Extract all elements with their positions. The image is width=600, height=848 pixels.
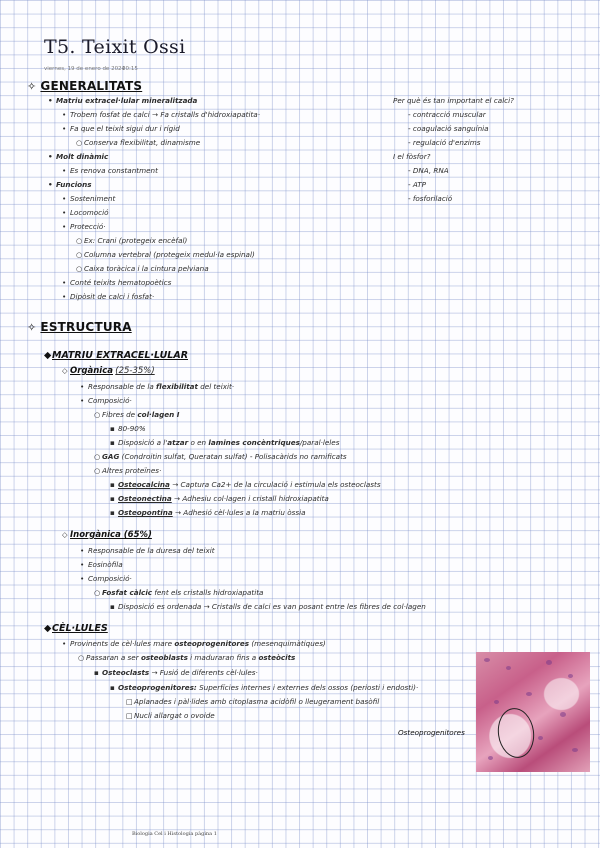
list-item: • Locomoció (62, 208, 109, 217)
list-item: • Provinents de cèl·lules mare osteoprogenitores (mesenquimàtiques) (62, 639, 326, 648)
list-item: ○ Columna vertebral (protegeix medul·la espinal) (76, 250, 255, 259)
list-item: ○ GAG (Condroitin sulfat, Queratan sulfat) - Polisacàrids no ramificats (94, 452, 347, 461)
list-item: ○ Fosfat càlcic fent els cristalls hidroxiapatita (94, 588, 264, 597)
list-item: ○ Caixa toràcica i la cintura pelviana (76, 264, 209, 273)
list-item: ▪ Osteopontina → Adhesió cèl·lules a la matriu òssia (110, 508, 306, 517)
list-item: ○ Conserva flexibilitat, dinamisme (76, 138, 201, 147)
highlight-ring (495, 706, 538, 761)
list-item: ○ Passaran a ser osteoblasts i maduraran fins a osteòcits (78, 653, 296, 662)
list-item: • Protecció· (62, 222, 106, 231)
list-item: • Responsable de la flexibilitat del teixit· (80, 382, 235, 391)
estructura-heading: ESTRUCTURA (40, 320, 132, 334)
list-item: • Funcions (48, 180, 92, 189)
list-item: ◇ Orgànica (25-35%) (62, 366, 155, 376)
side-note-item: - DNA, RNA (408, 166, 449, 175)
page-date: viernes, 19 de enero de 2024 (44, 66, 126, 72)
list-item: □Aplanades i pàl·lides amb citoplasma acidòfil o lleugerament basòfil (126, 697, 380, 706)
sparkle-icon: ✧ (27, 321, 37, 334)
list-item: • Dipòsit de calci i fosfat· (62, 292, 155, 301)
list-item: ▪ Osteoclasts → Fusió de diferents cèl·lules· (94, 668, 258, 677)
list-item: • Conté teixits hematopoètics (62, 278, 172, 287)
subsection-matriu: ◆MATRIU EXTRACEL·LULAR (44, 350, 189, 361)
side-note-question: Per què és tan important el calci? (393, 96, 514, 105)
side-note-item: - ATP (408, 180, 426, 189)
list-item: ▪ Osteonectina → Adhesiu col·lagen i cristall hidroxiapatita (110, 494, 329, 503)
list-item: ◇ Inorgànica (65%) (62, 530, 152, 540)
list-item: ○ Ex: Crani (protegeix encèfal) (76, 236, 188, 245)
side-note-item: - fosforilació (408, 194, 453, 203)
image-label: Osteoprogenitores (398, 728, 465, 737)
list-item: ○ Fibres de col·lagen I (94, 410, 180, 419)
list-item: • Composició· (80, 574, 132, 583)
side-note-item: - regulació d'enzims (408, 138, 481, 147)
list-item: • Fa que el teixit sigui dur i rígid (62, 124, 180, 133)
list-item: • Trobem fosfat de calci → Fa cristalls d'hidroxiapatita· (62, 110, 260, 119)
list-item: • Responsable de la duresa del teixit (80, 546, 215, 555)
list-item: ▪ Osteoprogenitores: Superfícies internes i externes dels ossos (periosti i endosti)· (110, 683, 419, 692)
subsection-cellules: ◆CÈL·LULES (44, 623, 108, 634)
page-time: 20:15 (122, 66, 138, 72)
list-item: ▪ Disposició es ordenada → Cristalls de calci es van posant entre les fibres de col·lagen (110, 602, 426, 611)
list-item: • Es renova constantment (62, 166, 158, 175)
side-note-item: - contracció muscular (408, 110, 486, 119)
sparkle-icon: ✧ (27, 80, 37, 93)
side-note-question: I el fòsfor? (393, 152, 431, 161)
list-item: • Eosinòfila (80, 560, 123, 569)
list-item: ▪ Disposició a l'atzar o en lamines concèntriques/paral·leles (110, 438, 340, 447)
section-estructura (27, 320, 132, 334)
list-item: • Composició· (80, 396, 132, 405)
histology-image (476, 652, 590, 772)
list-item: • Molt dinàmic (48, 152, 109, 161)
side-note-item: - coagulació sanguínia (408, 124, 489, 133)
list-item: □Nucli allargat o ovoide (126, 711, 215, 720)
page-title: T5. Teixit Ossi (44, 36, 186, 58)
list-item: ○ Altres proteïnes· (94, 466, 162, 475)
list-item: ▪ 80-90% (110, 424, 146, 433)
list-item: ▪ Osteocalcina → Captura Ca2+ de la circulació i estimula els osteoclasts (110, 480, 381, 489)
page-footer: Biologia Cel i Histologia pàgina 1 (132, 831, 217, 837)
list-item: • Matriu extracel·lular mineralitzada (48, 96, 198, 105)
generalitats-heading: GENERALITATS (40, 79, 143, 93)
section-generalitats (27, 79, 142, 93)
list-item: • Sosteniment (62, 194, 116, 203)
